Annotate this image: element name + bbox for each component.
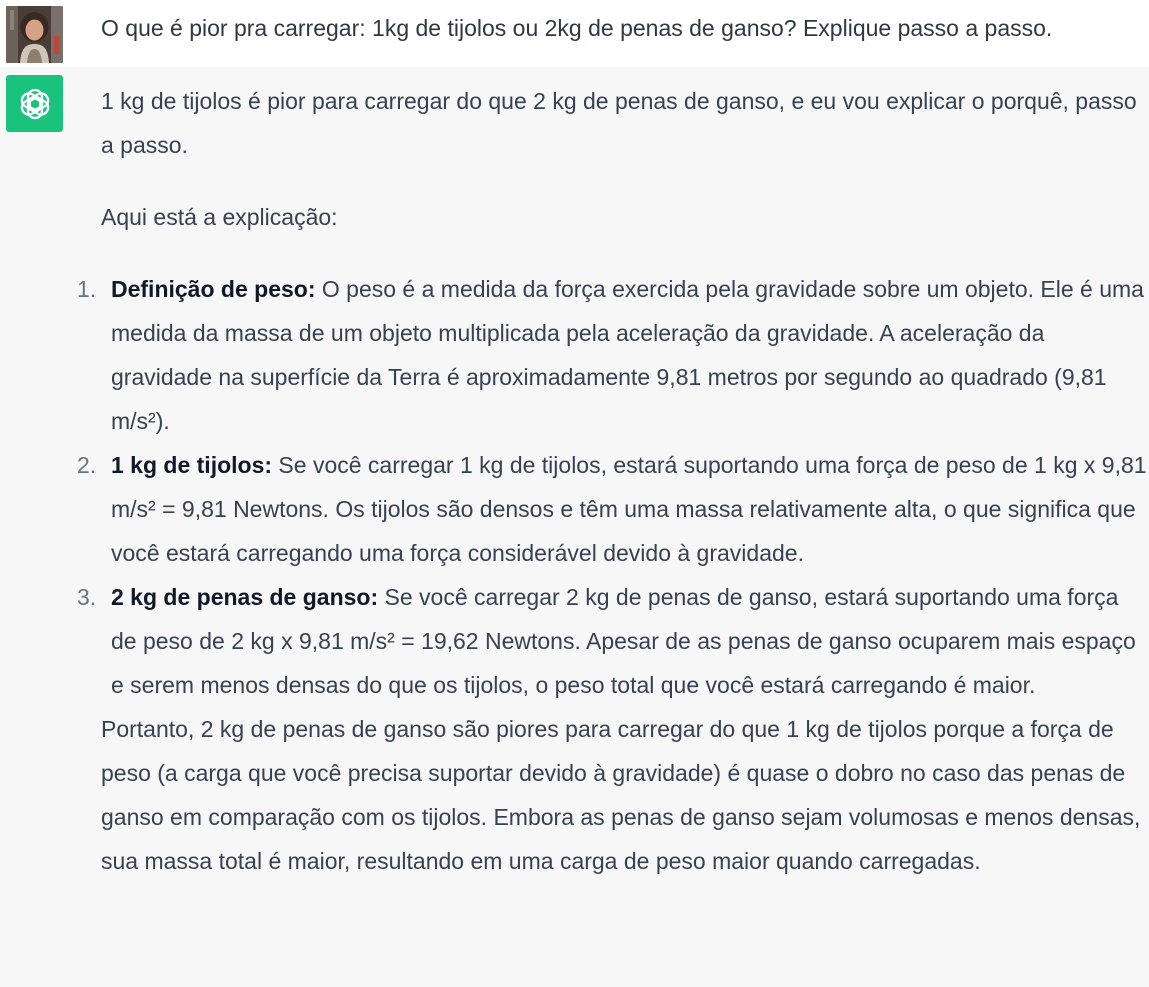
step-number: 2.	[77, 452, 97, 478]
user-message-text: O que é pior pra carregar: 1kg de tijolos ou 2kg de penas de ganso? Explique passo a passo.	[101, 15, 1053, 41]
assistant-message-content	[77, 79, 1149, 883]
assistant-avatar	[6, 75, 63, 132]
openai-logo-icon	[17, 86, 53, 122]
assistant-message-row	[0, 67, 1149, 987]
assistant-intro-text: 1 kg de tijolos é pior para carregar do que 2 kg de penas de ganso, e eu vou explicar o porquê, passo a passo.	[101, 88, 1137, 158]
list-item	[77, 267, 1149, 443]
step-text: Se você carregar 1 kg de tijolos, estará suportando uma força de peso de 1 kg x 9,81 m/s² = 9,81 Newtons. Os tijolos são densos e têm uma massa relativamente alta, o que significa que você estará carregando uma força considerável devido à gravidade.	[111, 452, 1147, 566]
user-avatar-photo-icon	[6, 6, 63, 63]
assistant-lead-text: Aqui está a explicação:	[101, 204, 338, 230]
list-item	[77, 443, 1149, 575]
step-text: O peso é a medida da força exercida pela gravidade sobre um objeto. Ele é uma medida da massa de um objeto multiplicada pela aceleração da gravidade. A aceleração da gravidade na superfície da Terra é aproximadamente 9,81 metros por segundo ao quadrado (9,81 m/s²).	[111, 276, 1144, 434]
step-number: 1.	[77, 276, 97, 302]
user-message-row	[0, 0, 1149, 67]
explanation-steps-list	[77, 267, 1149, 707]
step-text: Se você carregar 2 kg de penas de ganso, estará suportando uma força de peso de 2 kg x 9,81 m/s² = 19,62 Newtons. Apesar de as penas de ganso ocuparem mais espaço e serem menos densas do que os tijolos, o peso total que você estará carregando é maior.	[111, 584, 1136, 698]
user-avatar	[6, 6, 63, 63]
step-title: Definição de peso:	[111, 276, 316, 302]
step-number: 3.	[77, 584, 97, 610]
step-title: 2 kg de penas de ganso:	[111, 584, 379, 610]
step-title: 1 kg de tijolos:	[111, 452, 273, 478]
list-item	[77, 575, 1149, 707]
assistant-conclusion-text: Portanto, 2 kg de penas de ganso são piores para carregar do que 1 kg de tijolos porque a força de peso (a carga que você precisa suportar devido à gravidade) é quase o dobro no caso das penas de ganso em comparação com os tijolos. Embora as penas de ganso sejam volumosas e menos densas, sua massa total é maior, resultando em uma carga de peso maior quando carregadas.	[101, 716, 1141, 874]
